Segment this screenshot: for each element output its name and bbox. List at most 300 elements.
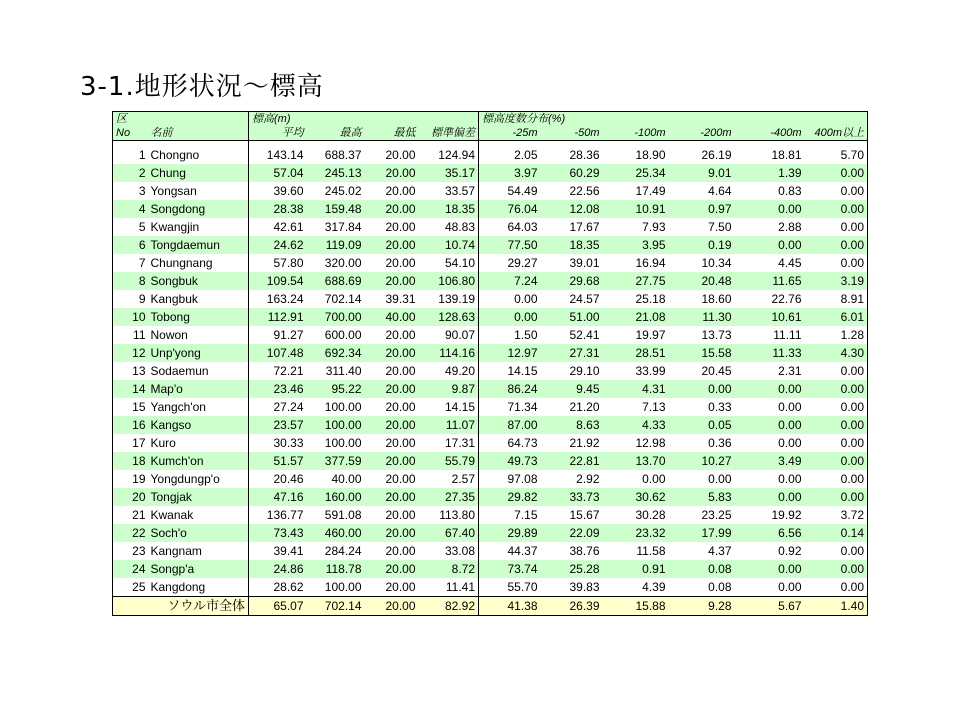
total-std: 82.92 bbox=[419, 597, 479, 616]
cell-b2: 33.73 bbox=[541, 488, 603, 506]
cell-min: 20.00 bbox=[365, 164, 419, 182]
cell-no: 24 bbox=[113, 560, 149, 578]
header-row-1 bbox=[113, 112, 868, 127]
header-name: 名前 bbox=[149, 126, 249, 141]
cell-b4: 7.50 bbox=[669, 218, 735, 236]
cell-b6: 0.00 bbox=[805, 218, 868, 236]
cell-b5: 11.33 bbox=[735, 344, 805, 362]
cell-b2: 2.92 bbox=[541, 470, 603, 488]
total-b3: 15.88 bbox=[603, 597, 669, 616]
cell-b4: 0.19 bbox=[669, 236, 735, 254]
cell-b6: 0.14 bbox=[805, 524, 868, 542]
table-row bbox=[113, 506, 868, 524]
cell-std: 18.35 bbox=[419, 200, 479, 218]
cell-b1: 12.97 bbox=[479, 344, 541, 362]
cell-b3: 7.93 bbox=[603, 218, 669, 236]
table-row bbox=[113, 290, 868, 308]
cell-std: 33.08 bbox=[419, 542, 479, 560]
cell-b1: 87.00 bbox=[479, 416, 541, 434]
cell-b5: 18.81 bbox=[735, 146, 805, 164]
cell-b2: 15.67 bbox=[541, 506, 603, 524]
cell-b6: 4.30 bbox=[805, 344, 868, 362]
cell-min: 20.00 bbox=[365, 560, 419, 578]
cell-b5: 0.00 bbox=[735, 578, 805, 597]
cell-max: 160.00 bbox=[307, 488, 365, 506]
cell-avg: 47.16 bbox=[249, 488, 307, 506]
cell-b2: 27.31 bbox=[541, 344, 603, 362]
cell-no: 14 bbox=[113, 380, 149, 398]
cell-std: 49.20 bbox=[419, 362, 479, 380]
cell-avg: 143.14 bbox=[249, 146, 307, 164]
header-distribution-group: 標高度数分布(%) bbox=[479, 112, 868, 127]
cell-no: 15 bbox=[113, 398, 149, 416]
cell-no: 12 bbox=[113, 344, 149, 362]
cell-min: 20.00 bbox=[365, 200, 419, 218]
cell-std: 35.17 bbox=[419, 164, 479, 182]
header-bin-100: -100m bbox=[603, 126, 669, 141]
cell-avg: 163.24 bbox=[249, 290, 307, 308]
cell-b2: 52.41 bbox=[541, 326, 603, 344]
cell-b6: 0.00 bbox=[805, 560, 868, 578]
total-b4: 9.28 bbox=[669, 597, 735, 616]
total-b5: 5.67 bbox=[735, 597, 805, 616]
cell-std: 11.07 bbox=[419, 416, 479, 434]
total-row bbox=[113, 597, 868, 616]
cell-name: Songp'a bbox=[149, 560, 249, 578]
cell-std: 27.35 bbox=[419, 488, 479, 506]
cell-no: 23 bbox=[113, 542, 149, 560]
cell-b6: 0.00 bbox=[805, 578, 868, 597]
cell-b5: 0.00 bbox=[735, 236, 805, 254]
cell-b5: 0.00 bbox=[735, 416, 805, 434]
cell-b3: 4.31 bbox=[603, 380, 669, 398]
cell-name: Kuro bbox=[149, 434, 249, 452]
cell-b1: 7.24 bbox=[479, 272, 541, 290]
cell-no: 18 bbox=[113, 452, 149, 470]
cell-max: 692.34 bbox=[307, 344, 365, 362]
cell-min: 20.00 bbox=[365, 146, 419, 164]
cell-name: Tongjak bbox=[149, 488, 249, 506]
cell-name: Kwangjin bbox=[149, 218, 249, 236]
cell-b6: 3.19 bbox=[805, 272, 868, 290]
cell-b3: 0.00 bbox=[603, 470, 669, 488]
cell-no: 22 bbox=[113, 524, 149, 542]
cell-min: 20.00 bbox=[365, 578, 419, 597]
cell-b6: 6.01 bbox=[805, 308, 868, 326]
cell-no: 19 bbox=[113, 470, 149, 488]
cell-avg: 107.48 bbox=[249, 344, 307, 362]
cell-b4: 0.05 bbox=[669, 416, 735, 434]
cell-b2: 29.68 bbox=[541, 272, 603, 290]
cell-no: 3 bbox=[113, 182, 149, 200]
cell-b4: 4.64 bbox=[669, 182, 735, 200]
cell-b2: 9.45 bbox=[541, 380, 603, 398]
cell-min: 20.00 bbox=[365, 506, 419, 524]
cell-name: Yongdungp'o bbox=[149, 470, 249, 488]
cell-b1: 29.27 bbox=[479, 254, 541, 272]
cell-b2: 24.57 bbox=[541, 290, 603, 308]
header-ku: 区 bbox=[113, 112, 149, 127]
cell-name: Sodaemun bbox=[149, 362, 249, 380]
cell-name: Unp'yong bbox=[149, 344, 249, 362]
table-row bbox=[113, 560, 868, 578]
cell-no: 25 bbox=[113, 578, 149, 597]
cell-max: 702.14 bbox=[307, 290, 365, 308]
cell-b3: 7.13 bbox=[603, 398, 669, 416]
cell-b2: 51.00 bbox=[541, 308, 603, 326]
table-row bbox=[113, 236, 868, 254]
cell-b2: 25.28 bbox=[541, 560, 603, 578]
cell-b3: 27.75 bbox=[603, 272, 669, 290]
cell-b2: 60.29 bbox=[541, 164, 603, 182]
cell-b1: 77.50 bbox=[479, 236, 541, 254]
cell-b3: 13.70 bbox=[603, 452, 669, 470]
cell-name: Nowon bbox=[149, 326, 249, 344]
cell-name: Songbuk bbox=[149, 272, 249, 290]
cell-no: 10 bbox=[113, 308, 149, 326]
total-name: ソウル市全体 bbox=[113, 597, 249, 616]
table-row bbox=[113, 254, 868, 272]
cell-b2: 21.92 bbox=[541, 434, 603, 452]
cell-std: 8.72 bbox=[419, 560, 479, 578]
cell-max: 311.40 bbox=[307, 362, 365, 380]
cell-b5: 2.88 bbox=[735, 218, 805, 236]
cell-b1: 64.73 bbox=[479, 434, 541, 452]
cell-b6: 0.00 bbox=[805, 182, 868, 200]
cell-b3: 33.99 bbox=[603, 362, 669, 380]
cell-no: 6 bbox=[113, 236, 149, 254]
cell-std: 54.10 bbox=[419, 254, 479, 272]
cell-std: 17.31 bbox=[419, 434, 479, 452]
cell-b3: 12.98 bbox=[603, 434, 669, 452]
cell-b2: 22.81 bbox=[541, 452, 603, 470]
cell-b4: 11.30 bbox=[669, 308, 735, 326]
cell-max: 245.02 bbox=[307, 182, 365, 200]
cell-b4: 0.08 bbox=[669, 560, 735, 578]
table-row bbox=[113, 200, 868, 218]
total-min: 20.00 bbox=[365, 597, 419, 616]
page-title: 3-1.地形状況～標高 bbox=[80, 72, 324, 102]
cell-name: Kangdong bbox=[149, 578, 249, 597]
table-row bbox=[113, 164, 868, 182]
cell-b4: 0.08 bbox=[669, 578, 735, 597]
table-row bbox=[113, 272, 868, 290]
cell-b2: 39.83 bbox=[541, 578, 603, 597]
total-b1: 41.38 bbox=[479, 597, 541, 616]
cell-no: 11 bbox=[113, 326, 149, 344]
cell-b6: 3.72 bbox=[805, 506, 868, 524]
cell-max: 40.00 bbox=[307, 470, 365, 488]
cell-max: 159.48 bbox=[307, 200, 365, 218]
cell-b4: 0.33 bbox=[669, 398, 735, 416]
cell-b3: 25.34 bbox=[603, 164, 669, 182]
cell-b5: 0.00 bbox=[735, 488, 805, 506]
cell-b6: 0.00 bbox=[805, 542, 868, 560]
table-row bbox=[113, 218, 868, 236]
cell-b2: 17.67 bbox=[541, 218, 603, 236]
cell-b2: 12.08 bbox=[541, 200, 603, 218]
cell-b5: 2.31 bbox=[735, 362, 805, 380]
cell-min: 40.00 bbox=[365, 308, 419, 326]
table-row bbox=[113, 578, 868, 597]
cell-max: 100.00 bbox=[307, 434, 365, 452]
cell-b4: 9.01 bbox=[669, 164, 735, 182]
cell-b6: 0.00 bbox=[805, 488, 868, 506]
cell-max: 591.08 bbox=[307, 506, 365, 524]
total-b2: 26.39 bbox=[541, 597, 603, 616]
cell-name: Songdong bbox=[149, 200, 249, 218]
cell-b1: 71.34 bbox=[479, 398, 541, 416]
cell-b1: 49.73 bbox=[479, 452, 541, 470]
cell-b6: 0.00 bbox=[805, 254, 868, 272]
cell-b2: 18.35 bbox=[541, 236, 603, 254]
cell-max: 317.84 bbox=[307, 218, 365, 236]
cell-std: 2.57 bbox=[419, 470, 479, 488]
cell-b5: 0.00 bbox=[735, 380, 805, 398]
cell-b1: 97.08 bbox=[479, 470, 541, 488]
cell-b6: 0.00 bbox=[805, 452, 868, 470]
total-b6: 1.40 bbox=[805, 597, 868, 616]
cell-b3: 17.49 bbox=[603, 182, 669, 200]
cell-b6: 0.00 bbox=[805, 470, 868, 488]
table-row bbox=[113, 524, 868, 542]
cell-std: 33.57 bbox=[419, 182, 479, 200]
cell-b2: 22.09 bbox=[541, 524, 603, 542]
cell-max: 95.22 bbox=[307, 380, 365, 398]
cell-b5: 0.00 bbox=[735, 560, 805, 578]
cell-min: 20.00 bbox=[365, 380, 419, 398]
cell-no: 21 bbox=[113, 506, 149, 524]
table-row bbox=[113, 182, 868, 200]
cell-b1: 0.00 bbox=[479, 308, 541, 326]
cell-max: 700.00 bbox=[307, 308, 365, 326]
cell-min: 20.00 bbox=[365, 542, 419, 560]
cell-avg: 72.21 bbox=[249, 362, 307, 380]
cell-std: 90.07 bbox=[419, 326, 479, 344]
cell-b6: 0.00 bbox=[805, 380, 868, 398]
cell-avg: 136.77 bbox=[249, 506, 307, 524]
cell-name: Map'o bbox=[149, 380, 249, 398]
cell-b4: 20.45 bbox=[669, 362, 735, 380]
cell-b2: 28.36 bbox=[541, 146, 603, 164]
cell-b6: 0.00 bbox=[805, 398, 868, 416]
cell-b3: 19.97 bbox=[603, 326, 669, 344]
cell-b3: 4.39 bbox=[603, 578, 669, 597]
cell-name: Tobong bbox=[149, 308, 249, 326]
cell-avg: 20.46 bbox=[249, 470, 307, 488]
header-min: 最低 bbox=[365, 126, 419, 141]
cell-b1: 55.70 bbox=[479, 578, 541, 597]
cell-avg: 28.38 bbox=[249, 200, 307, 218]
cell-avg: 23.57 bbox=[249, 416, 307, 434]
table-row bbox=[113, 452, 868, 470]
cell-avg: 73.43 bbox=[249, 524, 307, 542]
cell-b1: 29.82 bbox=[479, 488, 541, 506]
cell-avg: 39.41 bbox=[249, 542, 307, 560]
cell-avg: 27.24 bbox=[249, 398, 307, 416]
cell-name: Chungnang bbox=[149, 254, 249, 272]
cell-b1: 86.24 bbox=[479, 380, 541, 398]
cell-b2: 39.01 bbox=[541, 254, 603, 272]
cell-name: Kangbuk bbox=[149, 290, 249, 308]
cell-name: Kumch'on bbox=[149, 452, 249, 470]
cell-b4: 18.60 bbox=[669, 290, 735, 308]
cell-std: 128.63 bbox=[419, 308, 479, 326]
cell-b5: 0.00 bbox=[735, 398, 805, 416]
cell-b2: 22.56 bbox=[541, 182, 603, 200]
cell-b1: 14.15 bbox=[479, 362, 541, 380]
cell-std: 11.41 bbox=[419, 578, 479, 597]
cell-b2: 21.20 bbox=[541, 398, 603, 416]
cell-b5: 4.45 bbox=[735, 254, 805, 272]
cell-b3: 30.62 bbox=[603, 488, 669, 506]
cell-b1: 64.03 bbox=[479, 218, 541, 236]
table-row bbox=[113, 488, 868, 506]
cell-b4: 10.34 bbox=[669, 254, 735, 272]
cell-std: 106.80 bbox=[419, 272, 479, 290]
cell-max: 688.69 bbox=[307, 272, 365, 290]
cell-b1: 76.04 bbox=[479, 200, 541, 218]
cell-max: 100.00 bbox=[307, 398, 365, 416]
cell-name: Kangnam bbox=[149, 542, 249, 560]
table-row bbox=[113, 380, 868, 398]
cell-b5: 10.61 bbox=[735, 308, 805, 326]
cell-name: Soch'o bbox=[149, 524, 249, 542]
cell-avg: 109.54 bbox=[249, 272, 307, 290]
cell-b5: 0.83 bbox=[735, 182, 805, 200]
cell-max: 118.78 bbox=[307, 560, 365, 578]
cell-min: 20.00 bbox=[365, 452, 419, 470]
cell-b6: 0.00 bbox=[805, 164, 868, 182]
cell-min: 20.00 bbox=[365, 272, 419, 290]
cell-min: 20.00 bbox=[365, 434, 419, 452]
cell-avg: 24.62 bbox=[249, 236, 307, 254]
cell-std: 114.16 bbox=[419, 344, 479, 362]
cell-name: Chongno bbox=[149, 146, 249, 164]
cell-b6: 0.00 bbox=[805, 434, 868, 452]
cell-b2: 8.63 bbox=[541, 416, 603, 434]
cell-avg: 39.60 bbox=[249, 182, 307, 200]
cell-b4: 0.36 bbox=[669, 434, 735, 452]
cell-std: 113.80 bbox=[419, 506, 479, 524]
cell-avg: 91.27 bbox=[249, 326, 307, 344]
cell-b3: 10.91 bbox=[603, 200, 669, 218]
header-row-2 bbox=[113, 126, 868, 141]
cell-min: 39.31 bbox=[365, 290, 419, 308]
header-bin-400: -400m bbox=[735, 126, 805, 141]
cell-min: 20.00 bbox=[365, 254, 419, 272]
header-bin-400-over: 400m以上 bbox=[805, 126, 868, 141]
cell-no: 16 bbox=[113, 416, 149, 434]
cell-std: 48.83 bbox=[419, 218, 479, 236]
cell-min: 20.00 bbox=[365, 236, 419, 254]
cell-std: 124.94 bbox=[419, 146, 479, 164]
header-bin-200: -200m bbox=[669, 126, 735, 141]
cell-b4: 5.83 bbox=[669, 488, 735, 506]
header-bin-25: -25m bbox=[479, 126, 541, 141]
cell-b5: 0.92 bbox=[735, 542, 805, 560]
cell-b1: 29.89 bbox=[479, 524, 541, 542]
cell-max: 284.24 bbox=[307, 542, 365, 560]
cell-b4: 15.58 bbox=[669, 344, 735, 362]
cell-avg: 24.86 bbox=[249, 560, 307, 578]
cell-b4: 0.00 bbox=[669, 380, 735, 398]
cell-max: 100.00 bbox=[307, 578, 365, 597]
cell-b4: 4.37 bbox=[669, 542, 735, 560]
cell-max: 245.13 bbox=[307, 164, 365, 182]
cell-max: 100.00 bbox=[307, 416, 365, 434]
cell-no: 20 bbox=[113, 488, 149, 506]
cell-min: 20.00 bbox=[365, 362, 419, 380]
cell-b3: 23.32 bbox=[603, 524, 669, 542]
cell-b4: 0.97 bbox=[669, 200, 735, 218]
header-elevation-group: 標高(m) bbox=[249, 112, 479, 127]
cell-b5: 0.00 bbox=[735, 434, 805, 452]
cell-b4: 0.00 bbox=[669, 470, 735, 488]
cell-max: 377.59 bbox=[307, 452, 365, 470]
cell-b3: 25.18 bbox=[603, 290, 669, 308]
cell-avg: 42.61 bbox=[249, 218, 307, 236]
cell-b3: 18.90 bbox=[603, 146, 669, 164]
cell-b4: 13.73 bbox=[669, 326, 735, 344]
total-avg: 65.07 bbox=[249, 597, 307, 616]
header-std: 標準偏差 bbox=[419, 126, 479, 141]
cell-min: 20.00 bbox=[365, 524, 419, 542]
elevation-table bbox=[112, 111, 868, 616]
cell-max: 460.00 bbox=[307, 524, 365, 542]
cell-b5: 19.92 bbox=[735, 506, 805, 524]
cell-b2: 38.76 bbox=[541, 542, 603, 560]
cell-avg: 30.33 bbox=[249, 434, 307, 452]
elevation-table-container bbox=[112, 111, 867, 616]
cell-std: 14.15 bbox=[419, 398, 479, 416]
cell-b6: 1.28 bbox=[805, 326, 868, 344]
total-max: 702.14 bbox=[307, 597, 365, 616]
cell-b1: 1.50 bbox=[479, 326, 541, 344]
cell-no: 8 bbox=[113, 272, 149, 290]
table-row bbox=[113, 398, 868, 416]
cell-max: 600.00 bbox=[307, 326, 365, 344]
cell-b4: 23.25 bbox=[669, 506, 735, 524]
cell-b1: 7.15 bbox=[479, 506, 541, 524]
cell-no: 17 bbox=[113, 434, 149, 452]
cell-std: 139.19 bbox=[419, 290, 479, 308]
cell-b3: 11.58 bbox=[603, 542, 669, 560]
cell-avg: 57.04 bbox=[249, 164, 307, 182]
cell-min: 20.00 bbox=[365, 470, 419, 488]
header-avg: 平均 bbox=[249, 126, 307, 141]
cell-no: 2 bbox=[113, 164, 149, 182]
cell-b2: 29.10 bbox=[541, 362, 603, 380]
cell-name: Kwanak bbox=[149, 506, 249, 524]
table-body bbox=[113, 146, 868, 597]
cell-name: Yongsan bbox=[149, 182, 249, 200]
table-row bbox=[113, 542, 868, 560]
cell-std: 55.79 bbox=[419, 452, 479, 470]
cell-b1: 0.00 bbox=[479, 290, 541, 308]
cell-no: 1 bbox=[113, 146, 149, 164]
table-row bbox=[113, 470, 868, 488]
cell-name: Tongdaemun bbox=[149, 236, 249, 254]
cell-min: 20.00 bbox=[365, 344, 419, 362]
cell-b3: 0.91 bbox=[603, 560, 669, 578]
cell-b1: 54.49 bbox=[479, 182, 541, 200]
cell-b3: 21.08 bbox=[603, 308, 669, 326]
header-max: 最高 bbox=[307, 126, 365, 141]
table-row bbox=[113, 434, 868, 452]
cell-max: 119.09 bbox=[307, 236, 365, 254]
cell-name: Chung bbox=[149, 164, 249, 182]
